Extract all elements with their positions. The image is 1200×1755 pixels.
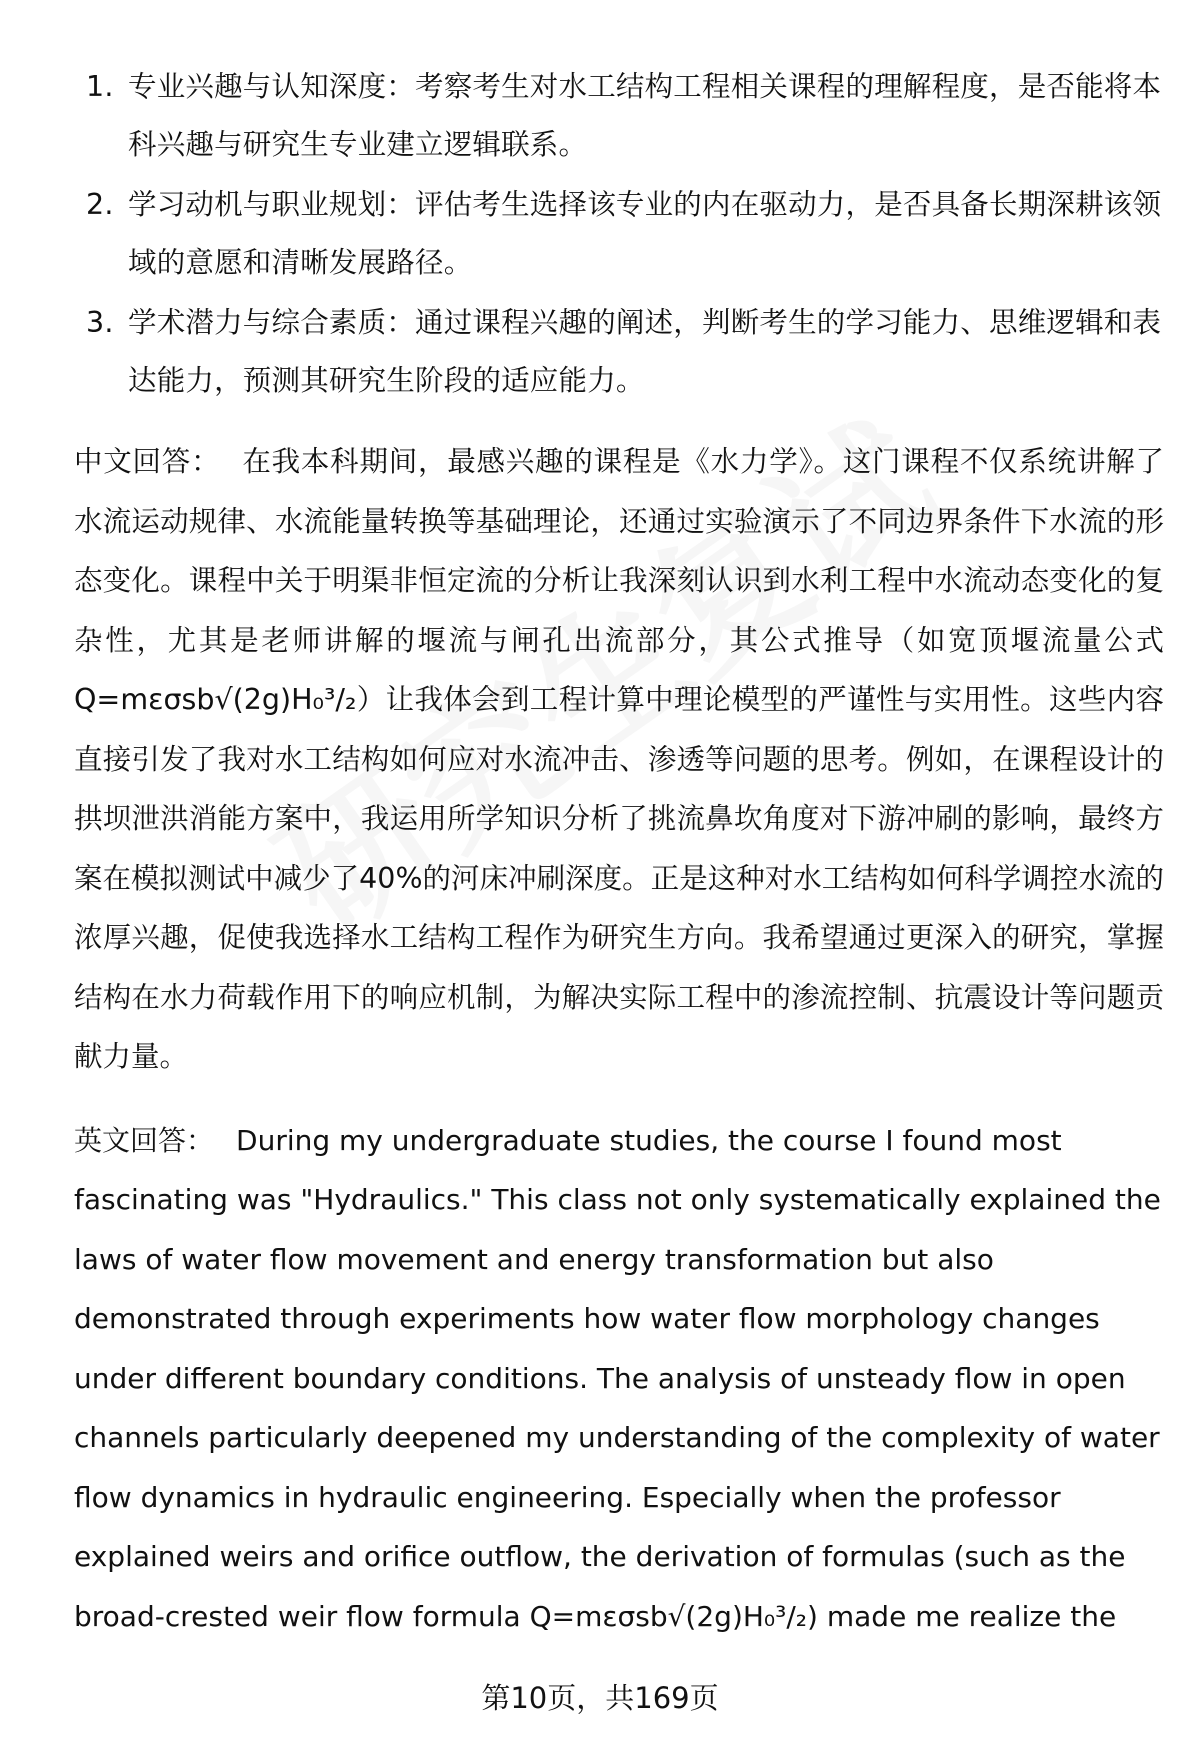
english-answer-label: 英文回答： bbox=[74, 1123, 215, 1157]
chinese-answer-label: 中文回答： bbox=[74, 445, 221, 478]
list-item bbox=[74, 176, 1164, 292]
chinese-answer-text: 在我本科期间，最感兴趣的课程是《水力学》。这门课程不仅系统讲解了水流运动规律、水流能量转换等基础理论，还通过实验演示了不同边界条件下水流的形态变化。课程中关于明渠非恒定流的分析让我深刻认识到水利工程中水流动态变化的复杂性，尤其是老师讲解的堰流与闸孔出流部分，其公式推导（如宽顶堰流量公式Q=mεσsb√(2g)H₀³/₂）让我体会到工程计算中理论模型的严谨性与实用性。这些内容直接引发了我对水工结构如何应对水流冲击、渗透等问题的思考。例如，在课程设计的拱坝泄洪消能方案中，我运用所学知识分析了挑流鼻坎角度对下游冲刷的影响，最终方案在模拟测试中减少了40%的河床冲刷深度。正是这种对水工结构如何科学调控水流的浓厚兴趣，促使我选择水工结构工程作为研究生方向。我希望通过更深入的研究，掌握结构在水力荷载作用下的响应机制，为解决实际工程中的渗流控制、抗震设计等问题贡献力量。 bbox=[74, 445, 1164, 1073]
list-item bbox=[74, 58, 1164, 174]
english-answer-text: During my undergraduate studies, the course I found most fascinating was "Hydraulics." This class not only systematically explained the laws of water flow movement and energy transformation but also demonstrated through experiments how water flow morphology changes under different boundary conditions. The analysis of unsteady flow in open channels particularly deepened my understanding of the complexity of water flow dynamics in hydraulic engineering. Especially when the professor explained weirs and orifice outflow, the derivation of formulas (such as the broad-crested weir flow formula Q=mεσsb√(2g)H₀³/₂) made me realize the bbox=[74, 1123, 1161, 1633]
list-item-text: 学术潜力与综合素质：通过课程兴趣的阐述，判断考生的学习能力、思维逻辑和表达能力，预测其研究生阶段的适应能力。 bbox=[128, 306, 1162, 397]
document-body bbox=[74, 58, 1164, 1646]
english-answer-paragraph bbox=[74, 1111, 1164, 1647]
page-number: 第10页，共169页 bbox=[481, 1681, 719, 1715]
list-item-number: 1. bbox=[86, 70, 114, 103]
list-item-number: 2. bbox=[86, 188, 114, 221]
chinese-answer-paragraph bbox=[74, 432, 1164, 1087]
list-item-text: 学习动机与职业规划：评估考生选择该专业的内在驱动力，是否具备长期深耕该领域的意愿和清晰发展路径。 bbox=[128, 188, 1162, 279]
evaluation-criteria-list bbox=[74, 58, 1164, 410]
list-item-number: 3. bbox=[86, 306, 114, 339]
list-item-text: 专业兴趣与认知深度：考察考生对水工结构工程相关课程的理解程度，是否能将本科兴趣与研究生专业建立逻辑联系。 bbox=[128, 70, 1162, 161]
list-item bbox=[74, 294, 1164, 410]
